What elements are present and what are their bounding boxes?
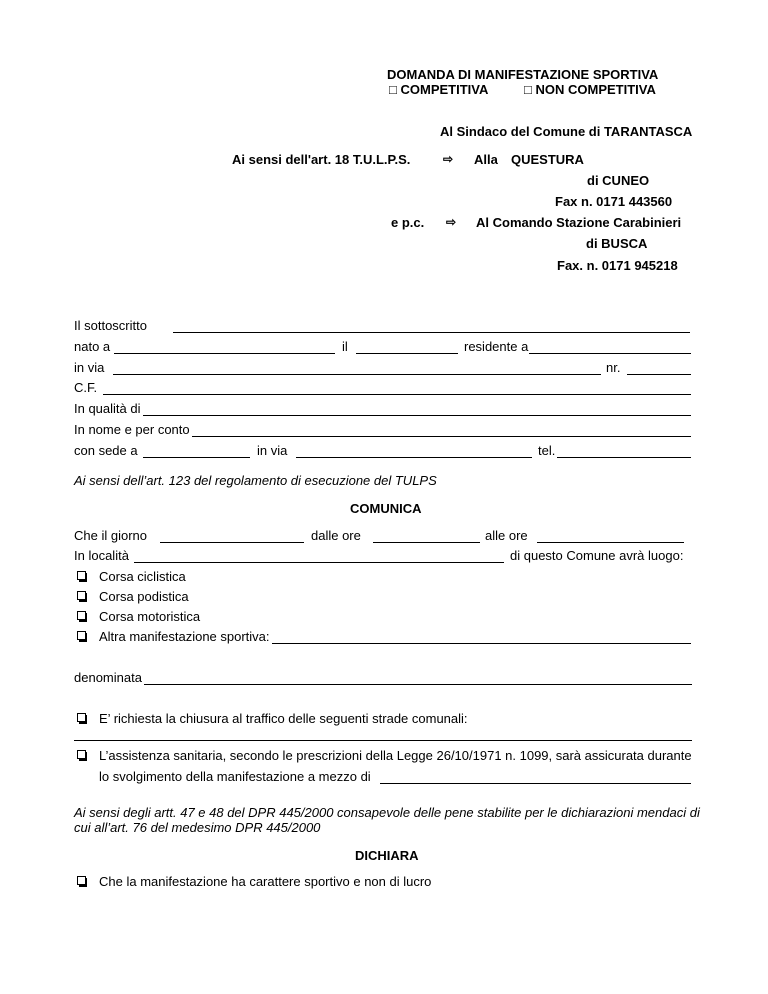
checkbox-icon[interactable]	[77, 876, 88, 887]
alla-label: Alla	[474, 152, 498, 167]
form-title: DOMANDA DI MANIFESTAZIONE SPORTIVA	[387, 67, 659, 82]
field-giorno[interactable]	[160, 542, 304, 543]
field-via[interactable]	[113, 374, 601, 375]
checkbox-icon[interactable]	[77, 750, 88, 761]
field-altra-manifestazione[interactable]	[272, 643, 691, 644]
addressee-sindaco: Al Sindaco del Comune di TARANTASCA	[440, 124, 693, 139]
checkbox-icon[interactable]: □	[389, 82, 397, 97]
field-in-nome[interactable]	[192, 436, 691, 437]
label-sottoscritto: Il sottoscritto	[74, 318, 147, 333]
field-tel[interactable]	[557, 457, 691, 458]
option-corsa-podistica: Corsa podistica	[99, 589, 189, 604]
label-nato-a: nato a	[74, 339, 111, 354]
e-pc: e p.c.	[391, 215, 425, 230]
ai-sensi-art18: Ai sensi dell'art. 18 T.U.L.P.S.	[232, 152, 411, 167]
label-residente-a: residente a	[464, 339, 529, 354]
dichiara-heading: DICHIARA	[355, 848, 419, 863]
label-tel: tel.	[538, 443, 556, 458]
field-strade-comunali[interactable]	[74, 740, 692, 741]
questura-label: QUESTURA	[511, 152, 584, 167]
fax-cuneo: Fax n. 0171 443560	[555, 194, 673, 209]
field-nr[interactable]	[627, 374, 691, 375]
arrow-right-icon: ⇨	[443, 152, 454, 166]
field-alle-ore[interactable]	[537, 542, 684, 543]
field-assistenza-mezzo[interactable]	[380, 783, 691, 784]
option-non-competitiva[interactable]	[524, 82, 656, 97]
checkbox-icon[interactable]	[77, 611, 88, 622]
label-in-via: in via	[74, 360, 105, 375]
option-competitiva-label: COMPETITIVA	[400, 82, 489, 97]
field-con-sede[interactable]	[143, 457, 250, 458]
label-con-sede: con sede a	[74, 443, 138, 458]
dpr-reference-2: cui all’art. 76 del medesimo DPR 445/2000	[74, 820, 321, 835]
field-dalle-ore[interactable]	[373, 542, 480, 543]
di-busca: di BUSCA	[586, 236, 648, 251]
dpr-reference-1: Ai sensi degli artt. 47 e 48 del DPR 445/2000 consapevole delle pene stabilite per le dichiarazioni mendaci di	[74, 805, 700, 820]
label-nr: nr.	[606, 360, 621, 375]
chiusura-traffico: E’ richiesta la chiusura al traffico delle seguenti strade comunali:	[99, 711, 468, 726]
field-via-sede[interactable]	[296, 457, 532, 458]
field-denominata[interactable]	[144, 684, 692, 685]
label-giorno: Che il giorno	[74, 528, 147, 543]
comunica-heading: COMUNICA	[350, 501, 422, 516]
label-luogo: di questo Comune avrà luogo:	[510, 548, 684, 563]
field-data-nascita[interactable]	[356, 353, 458, 354]
field-sottoscritto[interactable]	[173, 332, 690, 333]
label-cf: C.F.	[74, 380, 98, 395]
option-corsa-motoristica: Corsa motoristica	[99, 609, 201, 624]
arrow-right-icon: ⇨	[446, 215, 457, 229]
option-altra-manifestazione: Altra manifestazione sportiva:	[99, 629, 270, 644]
label-in-nome: In nome e per conto	[74, 422, 190, 437]
assistenza-sanitaria-2: lo svolgimento della manifestazione a mezzo di	[99, 769, 371, 784]
field-in-qualita[interactable]	[143, 415, 691, 416]
fax-busca: Fax. n. 0171 945218	[557, 258, 678, 273]
label-alle-ore: alle ore	[485, 528, 528, 543]
checkbox-icon[interactable]	[77, 631, 88, 642]
label-dalle-ore: dalle ore	[311, 528, 361, 543]
field-cf[interactable]	[103, 394, 691, 395]
label-denominata: denominata	[74, 670, 142, 685]
option-corsa-ciclistica: Corsa ciclistica	[99, 569, 186, 584]
field-localita[interactable]	[134, 562, 504, 563]
label-localita: In località	[74, 548, 129, 563]
checkbox-icon[interactable]: □	[524, 82, 532, 97]
field-nato-a[interactable]	[114, 353, 335, 354]
di-cuneo: di CUNEO	[587, 173, 650, 188]
tulps-reference: Ai sensi dell’art. 123 del regolamento di esecuzione del TULPS	[74, 473, 437, 488]
option-non-competitiva-label: NON COMPETITIVA	[535, 82, 656, 97]
comando-carabinieri: Al Comando Stazione Carabinieri	[476, 215, 682, 230]
label-in-qualita: In qualità di	[74, 401, 141, 416]
field-residente-a[interactable]	[529, 353, 691, 354]
label-il: il	[342, 339, 348, 354]
checkbox-icon[interactable]	[77, 591, 88, 602]
option-competitiva[interactable]	[389, 82, 488, 97]
label-in-via-sede: in via	[257, 443, 288, 458]
checkbox-icon[interactable]	[77, 713, 88, 724]
checkbox-icon[interactable]	[77, 571, 88, 582]
assistenza-sanitaria-1: L’assistenza sanitaria, secondo le prescrizioni della Legge 26/10/1971 n. 1099, sarà assicurata durante	[99, 748, 692, 763]
dichiara-item-lucro: Che la manifestazione ha carattere sportivo e non di lucro	[99, 874, 432, 889]
